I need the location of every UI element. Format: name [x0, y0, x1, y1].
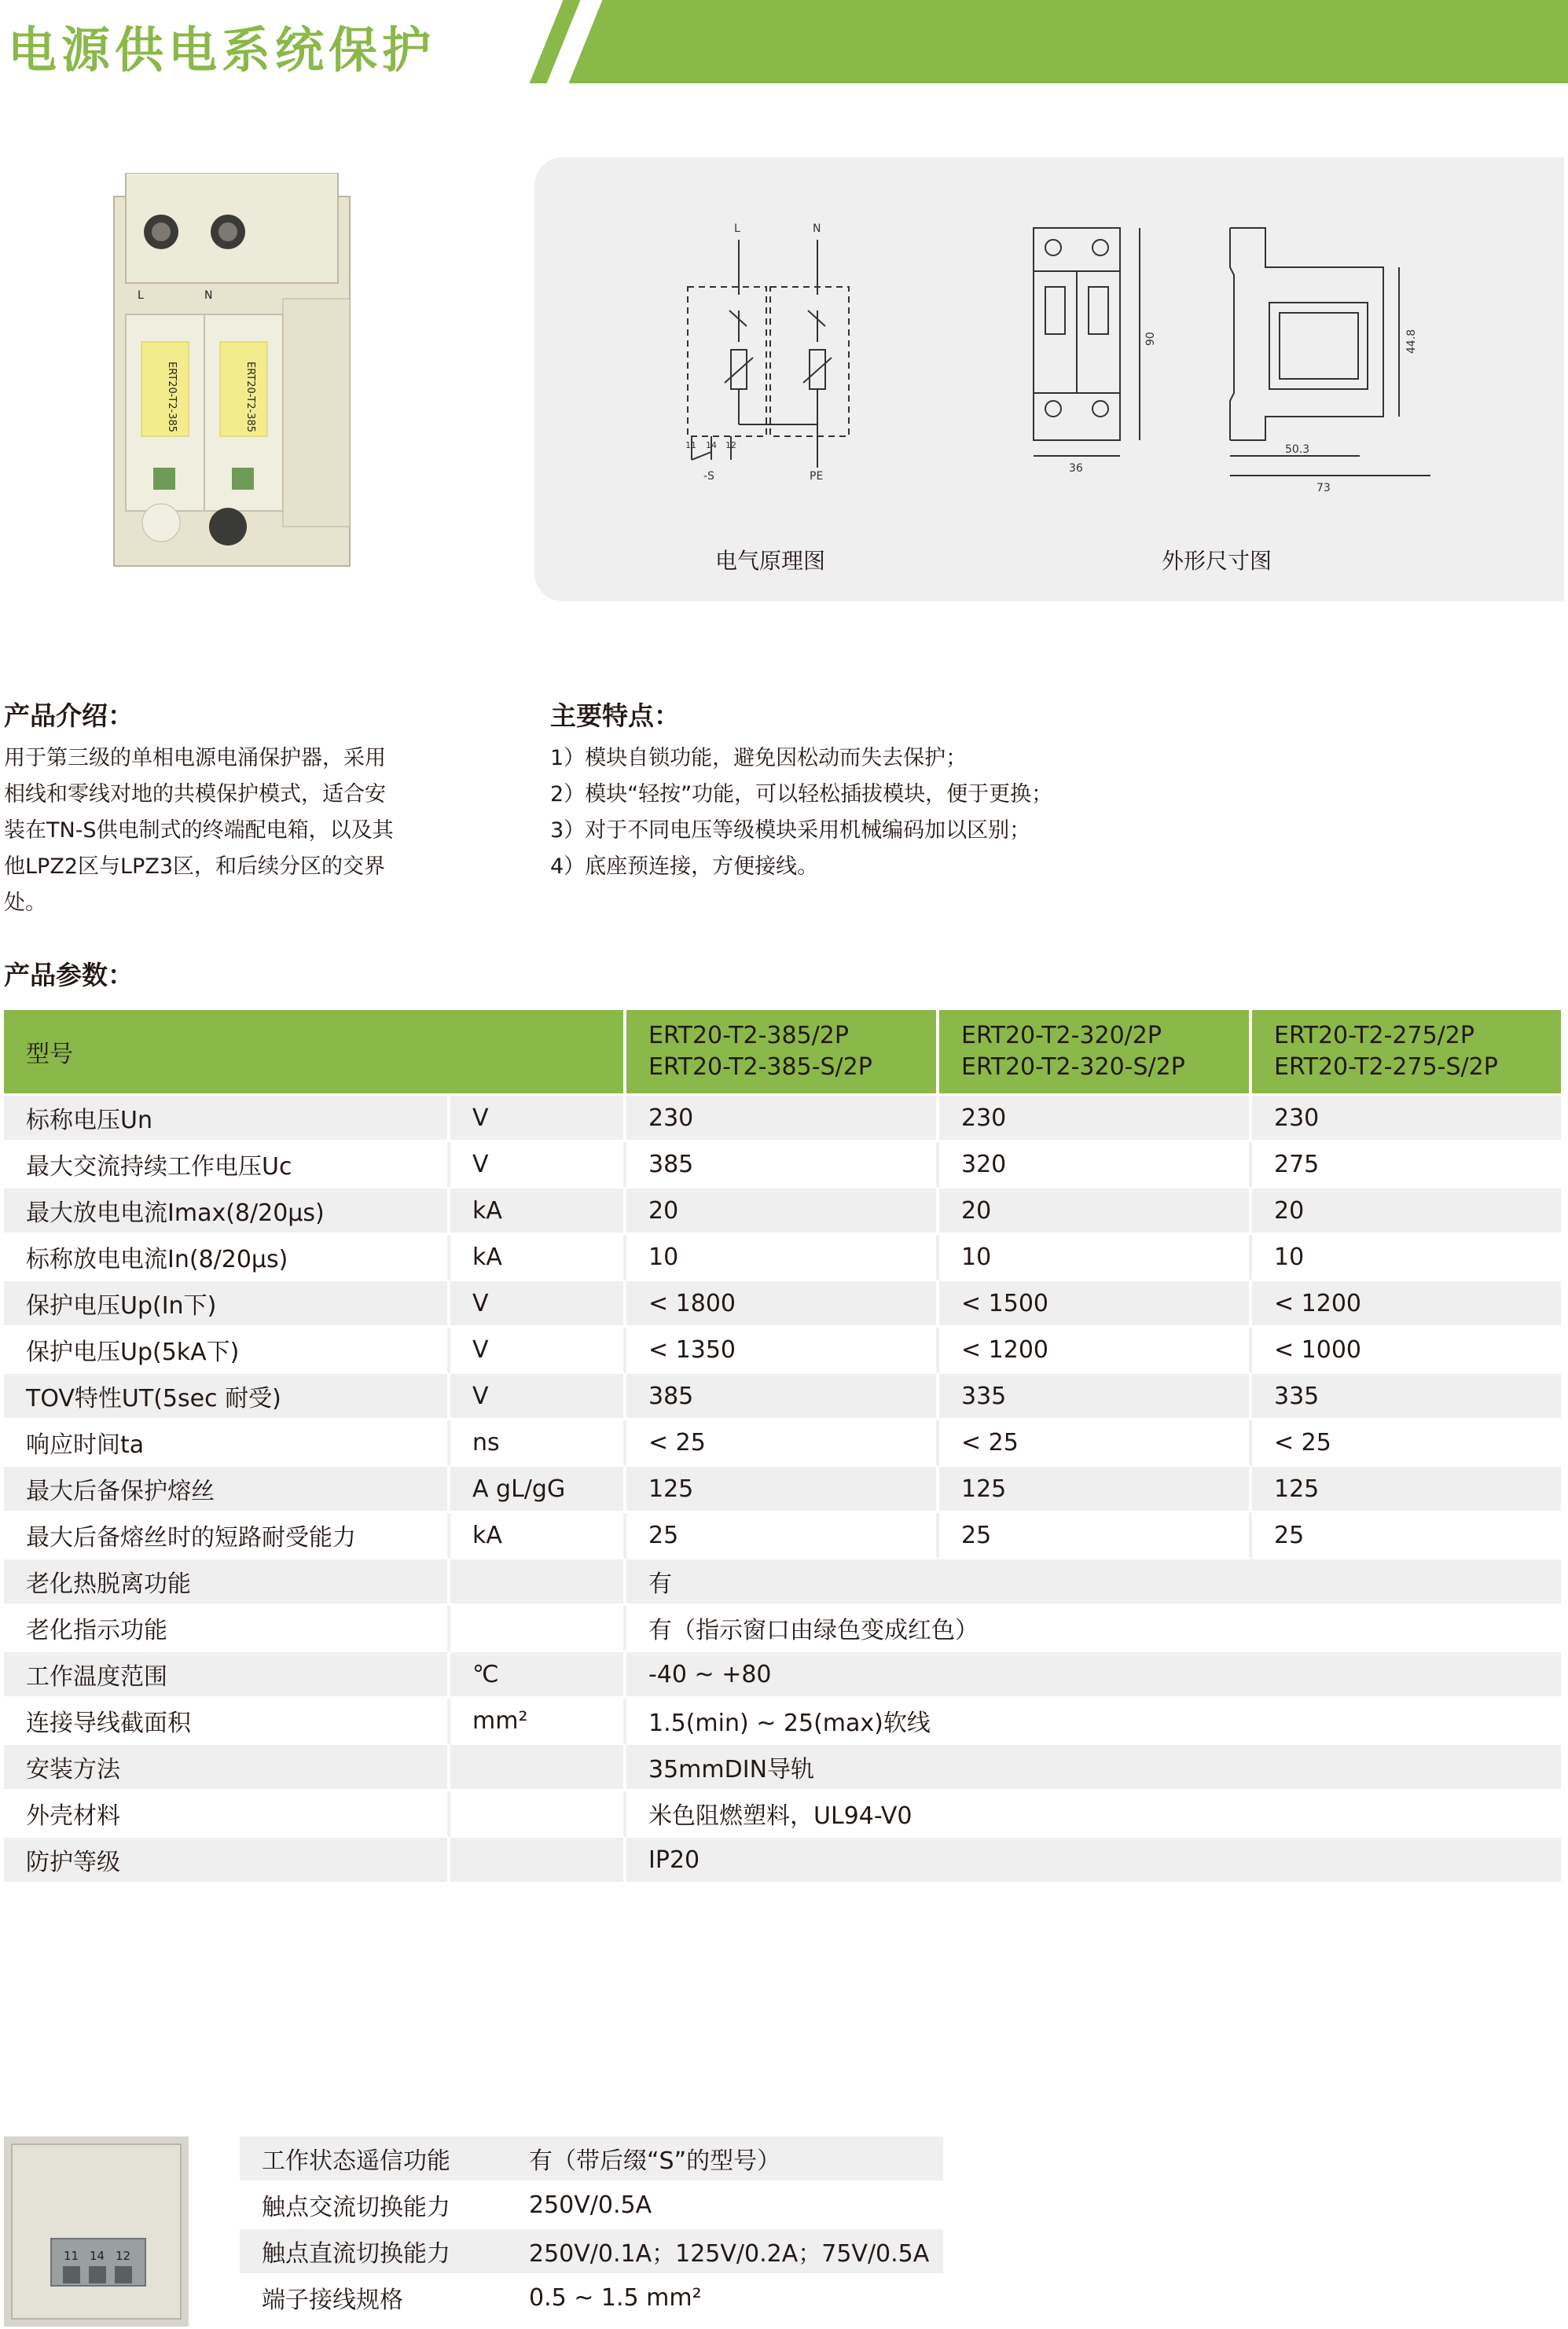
table-cell: 端子接线规格	[240, 2276, 507, 2322]
table-row	[4, 1188, 1564, 1235]
table-cell: 230	[626, 1096, 939, 1142]
table-cell: 230	[939, 1096, 1252, 1142]
table-cell: 工作状态遥信功能	[240, 2136, 507, 2183]
table-cell: < 1350	[626, 1328, 939, 1374]
table-cell: kA	[450, 1513, 626, 1559]
table-cell: < 25	[939, 1420, 1252, 1467]
table-row	[4, 1467, 1564, 1513]
table-row	[4, 1652, 1564, 1699]
table-row	[4, 1559, 1564, 1606]
header-accent-stripes	[0, 0, 1568, 83]
table-cell: 工作温度范围	[4, 1652, 450, 1699]
table-row	[4, 1838, 1564, 1884]
dim-depth-50: 50.3	[1285, 443, 1310, 456]
table-cell: V	[450, 1281, 626, 1328]
table-cell: V	[450, 1328, 626, 1374]
table-row	[4, 1745, 1564, 1791]
dim-height-90: 90	[1144, 332, 1157, 346]
table-cell: 275	[1252, 1142, 1564, 1188]
table-row	[4, 1420, 1564, 1467]
table-row	[240, 2136, 943, 2183]
table-cell: TOV特性UT(5sec 耐受)	[4, 1374, 450, 1420]
table-cell: 有（指示窗口由绿色变成红色）	[626, 1606, 1564, 1652]
table-cell: < 1200	[1252, 1281, 1564, 1328]
intro-heading: 产品介绍：	[4, 700, 134, 731]
table-header-row	[4, 1010, 1564, 1096]
table-cell: < 1500	[939, 1281, 1252, 1328]
table-row	[4, 1606, 1564, 1652]
table-row	[240, 2276, 943, 2322]
table-cell: 老化指示功能	[4, 1606, 450, 1652]
features-heading: 主要特点：	[550, 700, 680, 731]
params-table	[4, 1010, 1564, 1884]
model-col-1: ERT20-T2-385/2P ERT20-T2-385-S/2P	[626, 1010, 939, 1096]
electrical-schematic	[676, 216, 880, 499]
page-title: 电源供电系统保护	[8, 21, 436, 79]
table-cell	[450, 1838, 626, 1884]
table-cell: 20	[939, 1188, 1252, 1235]
model-col-3: ERT20-T2-275/2P ERT20-T2-275-S/2P	[1252, 1010, 1564, 1096]
photo-module-text-1: ERT20-T2-385	[166, 362, 178, 432]
table-cell: 防护等级	[4, 1838, 450, 1884]
table-cell: 1.5(min) ~ 25(max)软线	[626, 1699, 1564, 1745]
product-photo	[106, 173, 365, 582]
table-cell: A gL/gG	[450, 1467, 626, 1513]
schematic-caption: 电气原理图	[715, 548, 826, 574]
table-cell: < 25	[626, 1420, 939, 1467]
table-cell: < 1000	[1252, 1328, 1564, 1374]
table-cell: ℃	[450, 1652, 626, 1699]
terminal-label-11: 11	[64, 2249, 79, 2263]
features-list	[550, 740, 1336, 885]
table-cell: 10	[626, 1235, 939, 1281]
table-cell: 最大放电电流Imax(8/20μs)	[4, 1188, 450, 1235]
table-cell: 250V/0.1A；125V/0.2A；75V/0.5A	[507, 2229, 943, 2276]
table-cell: 250V/0.5A	[507, 2183, 943, 2229]
table-cell: -40 ~ +80	[626, 1652, 1564, 1699]
intro-text: 用于第三级的单相电源电涌保护器，采用 相线和零线对地的共模保护模式，适合安 装在TN-S供电制式的终端配电箱，以及其 他LPZ2区与LPZ3区，和后续分区的交界 处。	[4, 746, 394, 915]
feature-item: 4）底座预连接，方便接线。	[550, 854, 819, 879]
table-cell: 230	[1252, 1096, 1564, 1142]
table-cell: 35mmDIN导轨	[626, 1745, 1564, 1791]
table-cell: V	[450, 1142, 626, 1188]
table-row	[4, 1281, 1564, 1328]
table-cell: 125	[939, 1467, 1252, 1513]
table-row	[4, 1235, 1564, 1281]
table-cell: 外壳材料	[4, 1791, 450, 1838]
table-row	[4, 1699, 1564, 1745]
table-cell: 385	[626, 1374, 939, 1420]
table-cell: 老化热脱离功能	[4, 1559, 450, 1606]
table-row	[4, 1096, 1564, 1142]
terminal-label-14: 14	[90, 2249, 105, 2263]
feature-item: 1）模块自锁功能，避免因松动而失去保护；	[550, 746, 968, 770]
table-cell: < 1200	[939, 1328, 1252, 1374]
dim-depth-73: 73	[1316, 482, 1331, 494]
photo-label-l: L	[138, 289, 144, 302]
table-cell	[450, 1745, 626, 1791]
model-col-2: ERT20-T2-320/2P ERT20-T2-320-S/2P	[939, 1010, 1252, 1096]
table-cell: 标称放电电流In(8/20μs)	[4, 1235, 450, 1281]
schematic-label-n: N	[813, 222, 821, 235]
table-cell: V	[450, 1374, 626, 1420]
dimension-drawing	[1030, 220, 1470, 503]
photo-label-n: N	[204, 289, 213, 302]
table-cell: kA	[450, 1188, 626, 1235]
table-cell	[450, 1559, 626, 1606]
schematic-label-12: 12	[725, 440, 736, 450]
table-cell: 335	[939, 1374, 1252, 1420]
dim-width-36: 36	[1069, 462, 1083, 475]
table-cell: 10	[1252, 1235, 1564, 1281]
table-cell: 0.5 ~ 1.5 mm²	[507, 2276, 943, 2322]
table-row	[4, 1513, 1564, 1559]
table-cell: 385	[626, 1142, 939, 1188]
table-cell: 有（带后缀“S”的型号）	[507, 2136, 943, 2183]
table-cell: < 25	[1252, 1420, 1564, 1467]
contact-table	[240, 2136, 943, 2322]
table-cell: 连接导线截面积	[4, 1699, 450, 1745]
table-cell	[450, 1606, 626, 1652]
table-cell: 10	[939, 1235, 1252, 1281]
photo-module-text-2: ERT20-T2-385	[244, 362, 256, 432]
table-cell: V	[450, 1096, 626, 1142]
feature-item: 2）模块“轻按”功能，可以轻松插拔模块，便于更换；	[550, 782, 1053, 806]
table-cell: 触点交流切换能力	[240, 2183, 507, 2229]
table-cell: 25	[626, 1513, 939, 1559]
table-cell: 标称电压Un	[4, 1096, 450, 1142]
table-cell: 335	[1252, 1374, 1564, 1420]
table-cell: ns	[450, 1420, 626, 1467]
params-heading: 产品参数：	[4, 960, 134, 990]
schematic-label-pe: PE	[810, 470, 824, 483]
dimension-caption: 外形尺寸图	[1162, 548, 1272, 574]
table-cell: 触点直流切换能力	[240, 2229, 507, 2276]
table-cell: 保护电压Up(5kA下)	[4, 1328, 450, 1374]
table-cell: 最大交流持续工作电压Uc	[4, 1142, 450, 1188]
table-cell: kA	[450, 1235, 626, 1281]
table-row	[4, 1791, 1564, 1838]
table-cell: 有	[626, 1559, 1564, 1606]
table-cell: 最大后备保护熔丝	[4, 1467, 450, 1513]
feature-item: 3）对于不同电压等级模块采用机械编码加以区别；	[550, 818, 1031, 843]
table-cell	[450, 1791, 626, 1838]
model-label: 型号	[4, 1010, 626, 1096]
schematic-label-l: L	[734, 222, 740, 235]
table-cell: 最大后备熔丝时的短路耐受能力	[4, 1513, 450, 1559]
table-cell: 保护电压Up(In下)	[4, 1281, 450, 1328]
table-cell: 125	[626, 1467, 939, 1513]
table-row	[4, 1328, 1564, 1374]
table-row	[240, 2229, 943, 2276]
schematic-label-s: -S	[703, 470, 714, 483]
table-cell: 25	[939, 1513, 1252, 1559]
table-cell: IP20	[626, 1838, 1564, 1884]
dim-height-44: 44.8	[1405, 329, 1418, 354]
table-cell: 320	[939, 1142, 1252, 1188]
table-row	[4, 1374, 1564, 1420]
schematic-label-14: 14	[706, 440, 717, 450]
terminal-label-12: 12	[116, 2249, 131, 2263]
table-cell: 25	[1252, 1513, 1564, 1559]
terminal-photo	[4, 2136, 189, 2327]
table-cell: mm²	[450, 1699, 626, 1745]
schematic-label-11: 11	[685, 440, 696, 450]
table-row	[240, 2183, 943, 2229]
table-cell: 安装方法	[4, 1745, 450, 1791]
table-cell: 20	[626, 1188, 939, 1235]
table-cell: 响应时间ta	[4, 1420, 450, 1467]
table-cell: 米色阻燃塑料，UL94-V0	[626, 1791, 1564, 1838]
table-row	[4, 1142, 1564, 1188]
table-cell: 20	[1252, 1188, 1564, 1235]
table-cell: < 1800	[626, 1281, 939, 1328]
table-cell: 125	[1252, 1467, 1564, 1513]
